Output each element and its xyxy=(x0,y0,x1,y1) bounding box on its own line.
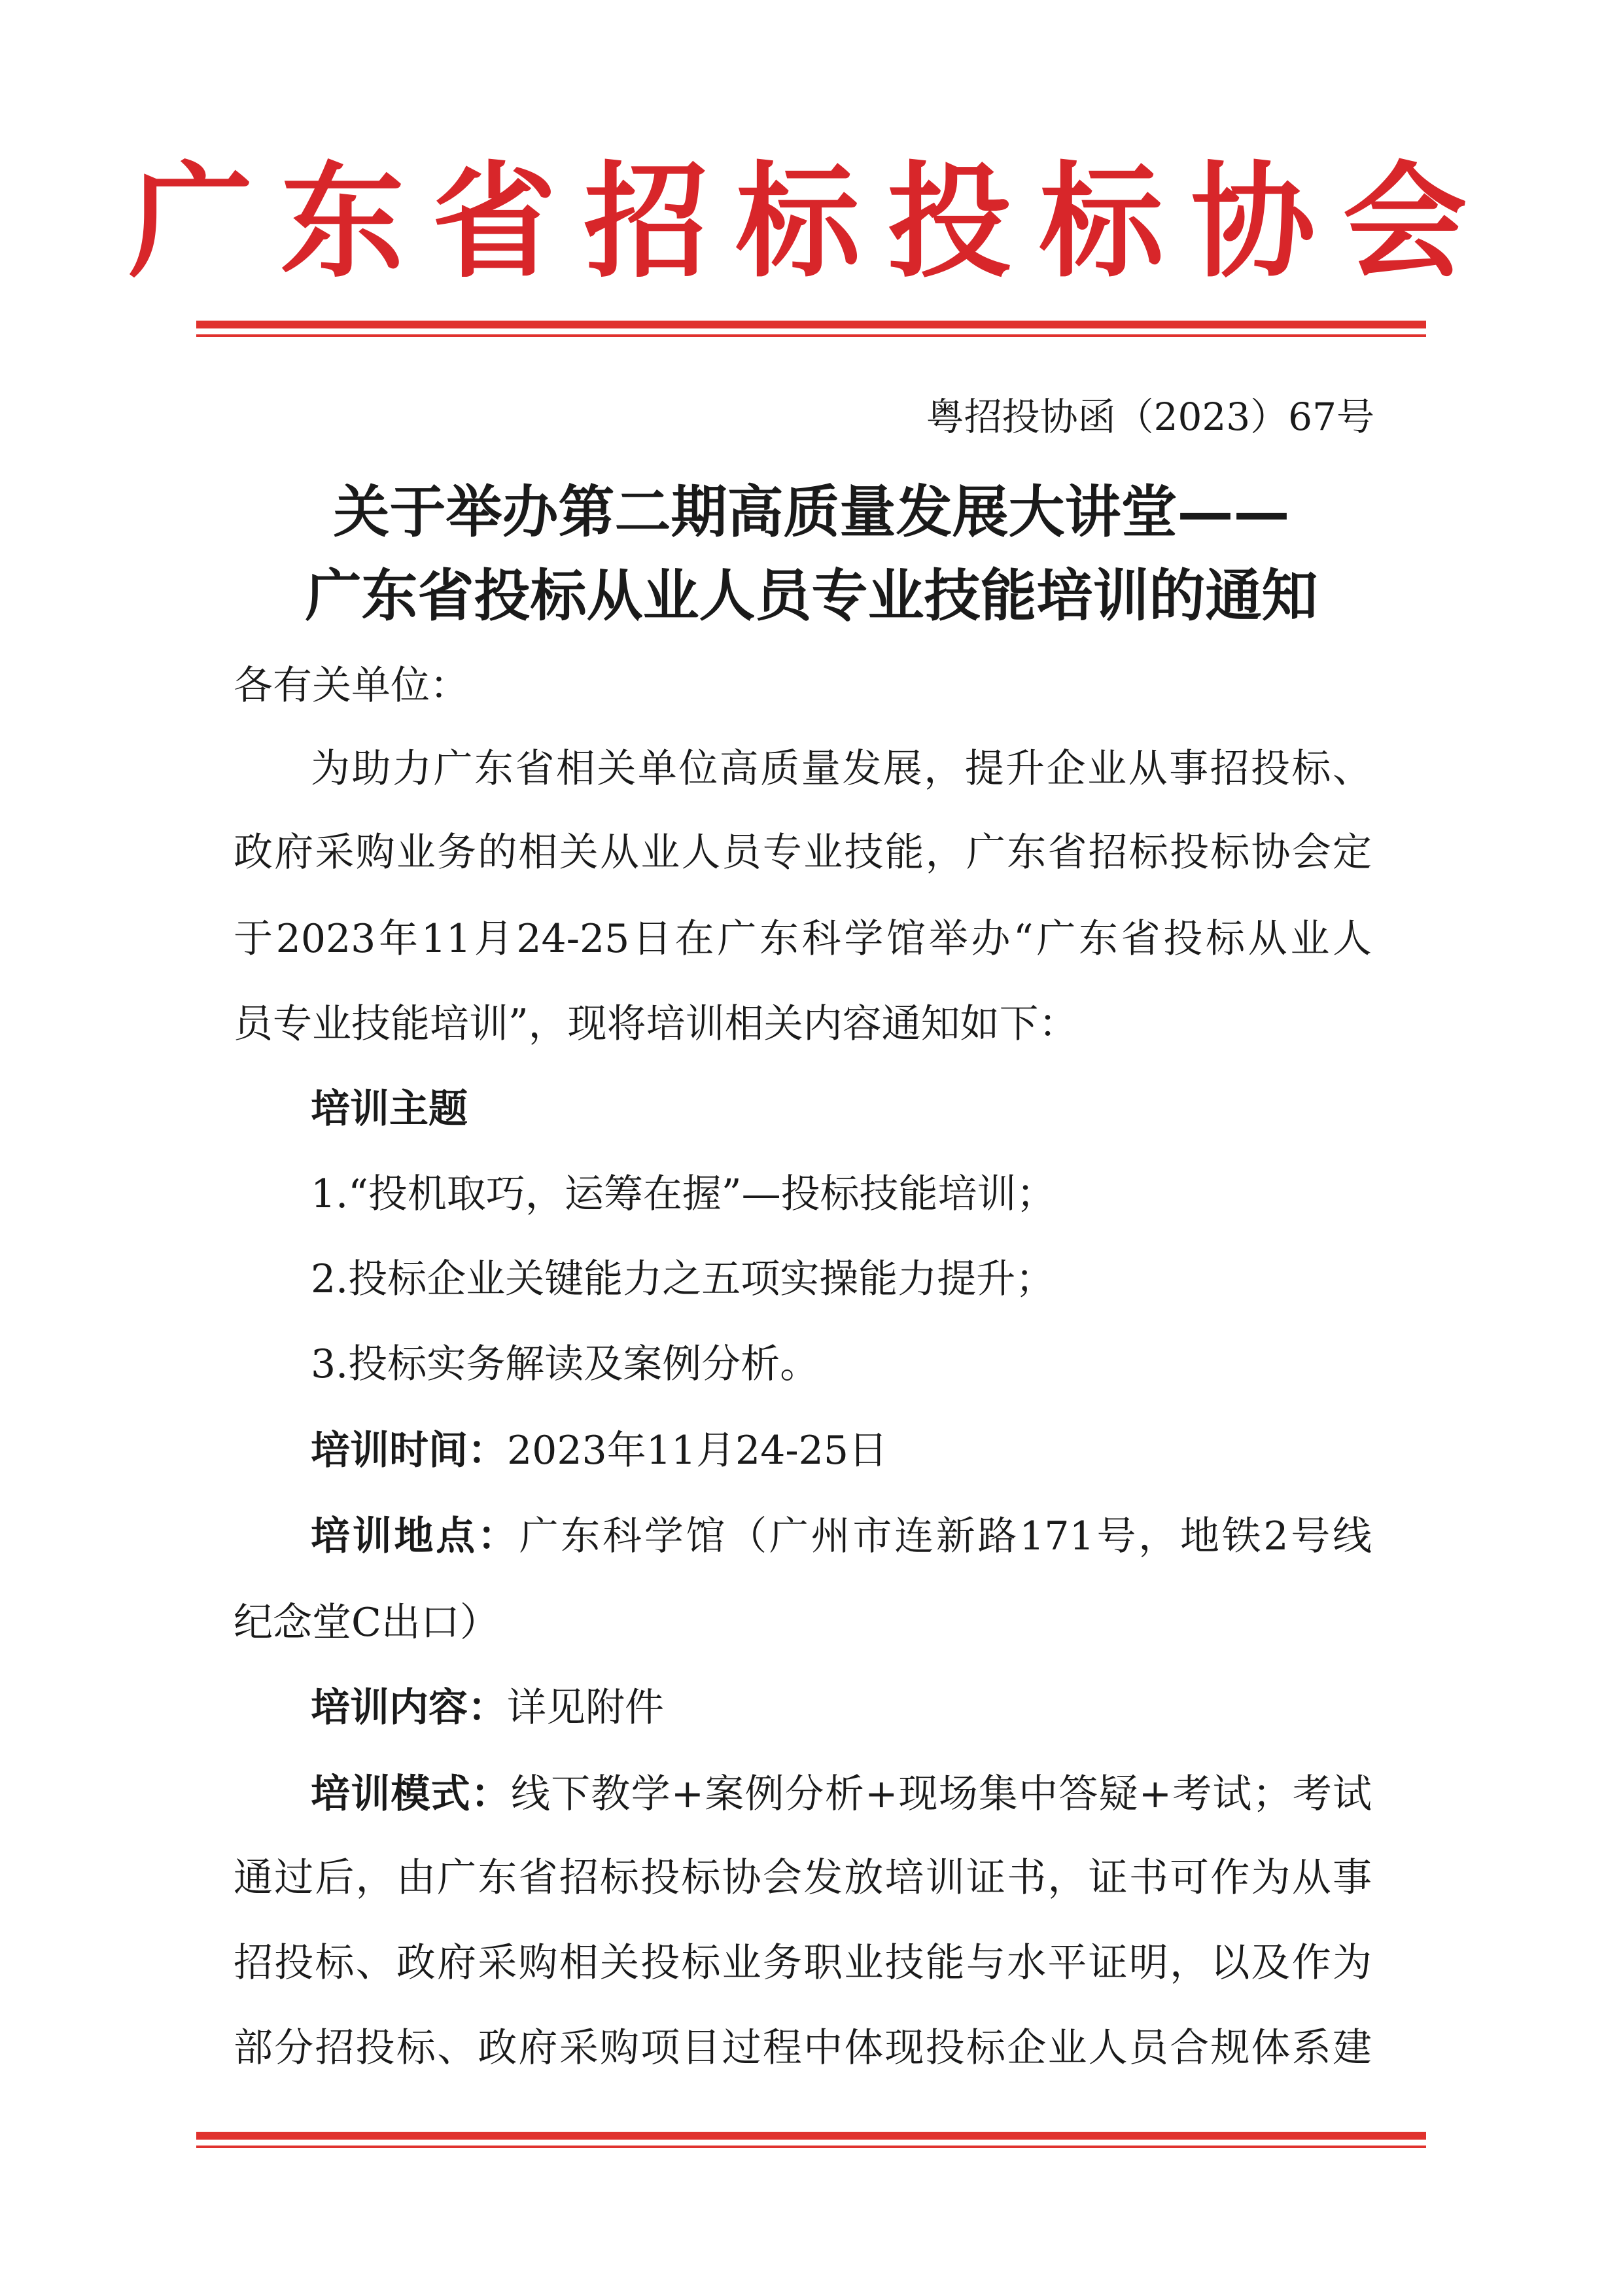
training-content-label: 培训内容： xyxy=(311,1685,507,1731)
title-line-1: 关于举办第二期高质量发展大讲堂—— xyxy=(333,479,1290,545)
training-mode-cont-3: 部分招投标、政府采购项目过程中体现投标企业人员合规体系建 xyxy=(234,2025,1372,2071)
training-mode xyxy=(311,1771,1372,1817)
training-time-value: 2023年11月24-25日 xyxy=(507,1428,888,1474)
training-mode-cont-1: 通过后，由广东省招标投标协会发放培训证书，证书可作为从事 xyxy=(234,1855,1372,1901)
intro-line-3: 于2023年11月24-25日在广东科学馆举办“广东省投标从业人 xyxy=(234,916,1372,962)
topic-item-2: 2.投标企业关键能力之五项实操能力提升； xyxy=(311,1256,1055,1302)
training-location-label: 培训地点： xyxy=(311,1513,519,1559)
intro-line-1: 为助力广东省相关单位高质量发展，提升企业从事招投标、 xyxy=(311,746,1372,792)
intro-line-2: 政府采购业务的相关从业人员专业技能，广东省招标投标协会定 xyxy=(234,830,1372,875)
training-location-value: 广东科学馆（广州市连新路171号，地铁2号线 xyxy=(519,1513,1372,1559)
intro-line-4: 员专业技能培训”，现将培训相关内容通知如下： xyxy=(234,1001,1078,1047)
topic-heading: 培训主题 xyxy=(311,1086,468,1132)
training-mode-value: 线下教学+案例分析+现场集中答疑+考试；考试 xyxy=(511,1771,1372,1817)
salutation: 各有关单位： xyxy=(234,663,469,709)
training-mode-cont-2: 招投标、政府采购相关投标业务职业技能与水平证明，以及作为 xyxy=(234,1940,1372,1986)
training-time xyxy=(311,1428,1372,1474)
training-location xyxy=(311,1513,1372,1559)
topic-item-1: 1.“投机取巧，运筹在握”—投标技能培训； xyxy=(311,1171,1056,1217)
training-time-label: 培训时间： xyxy=(311,1428,507,1474)
masthead: 广东省招标投标协会 xyxy=(128,150,1495,294)
training-mode-label: 培训模式： xyxy=(311,1771,511,1817)
footer-rule-thick xyxy=(196,2132,1426,2140)
training-content-value: 详见附件 xyxy=(507,1685,664,1731)
training-location-cont: 纪念堂C出口） xyxy=(234,1600,499,1646)
title-line-2: 广东省投标从业人员专业技能培训的通知 xyxy=(305,563,1318,629)
document-number: 粤招投协函（2023）67号 xyxy=(926,395,1374,439)
header-rule-thin xyxy=(196,334,1426,337)
footer-rule-thin xyxy=(196,2146,1426,2148)
header-rule-thick xyxy=(196,321,1426,328)
training-content xyxy=(311,1685,1372,1731)
topic-item-3: 3.投标实务解读及案例分析。 xyxy=(311,1341,820,1387)
